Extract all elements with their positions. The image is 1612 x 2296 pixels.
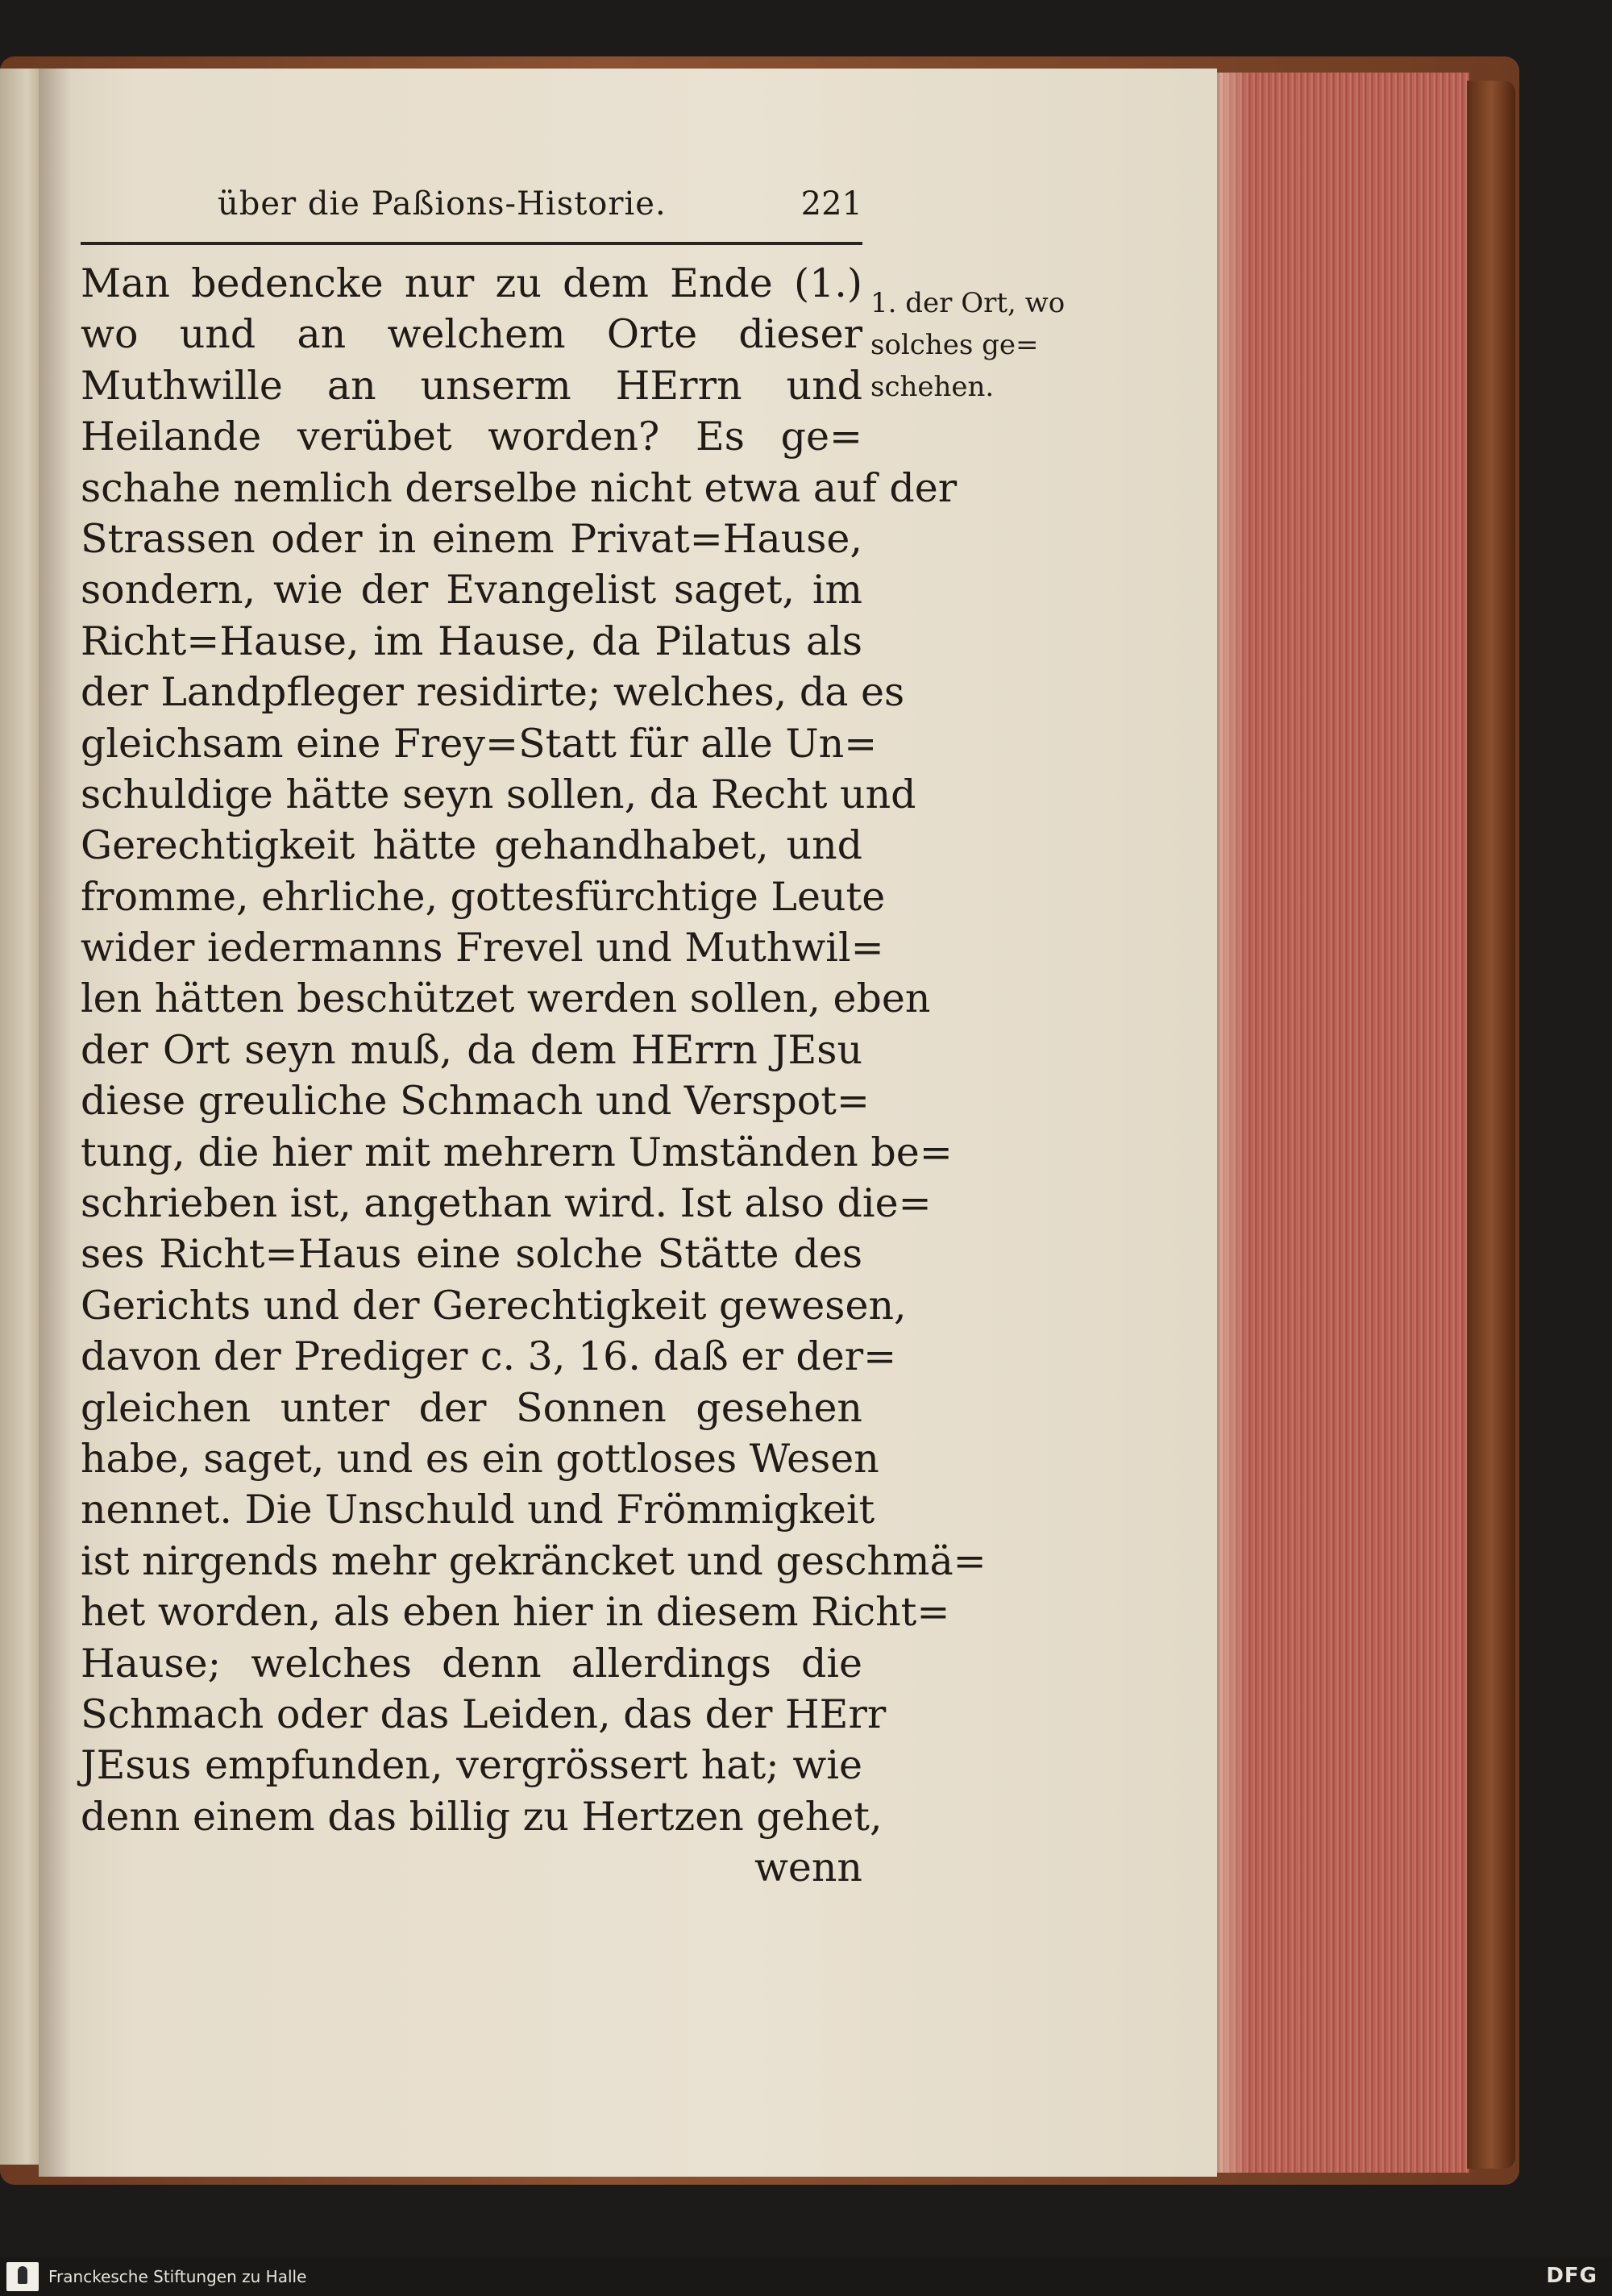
page-header [81, 185, 870, 234]
text-line: der Landpfleger residirte; welches, da es [81, 669, 905, 716]
fore-edge-shade [1217, 73, 1249, 2173]
text-line: Gerichts und der Gerechtigkeit gewesen, [81, 1282, 907, 1329]
text-line: len hätten beschützet werden sollen, eben [81, 975, 931, 1022]
text-line: tung, die hier mit mehrern Umständen be= [81, 1129, 953, 1175]
left-page-edge [0, 69, 40, 2165]
text-line: schrieben ist, angethan wird. Ist also die= [81, 1180, 932, 1227]
institution-logo-icon [6, 2262, 39, 2291]
text-line: gleichen unter der Sonnen gesehen [81, 1384, 862, 1431]
text-line: schahe nemlich derselbe nicht etwa auf der [81, 464, 958, 511]
text-line: wider iedermanns Frevel und Muthwil= [81, 925, 884, 971]
text-line: diese greuliche Schmach und Verspot= [81, 1078, 870, 1125]
text-line: sondern, wie der Evangelist saget, im [81, 567, 862, 614]
margin-note-line: 1. der Ort, wo [870, 287, 1066, 319]
text-line: Man bedencke nur zu dem Ende (1.) [81, 260, 862, 306]
header-rule [81, 242, 862, 245]
footer-credit: Franckesche Stiftungen zu Halle [48, 2267, 307, 2286]
margin-note-line: solches ge= [870, 329, 1039, 361]
book-binding-edge [1467, 81, 1515, 2169]
text-line: gleichsam eine Frey=Statt für alle Un= [81, 720, 878, 767]
text-line: JEsus empfunden, vergrössert hat; wie [81, 1742, 862, 1789]
text-line: schuldige hätte seyn sollen, da Recht und [81, 771, 916, 817]
text-line: Schmach oder das Leiden, das der HErr [81, 1691, 887, 1737]
text-line: Richt=Hause, im Hause, da Pilatus als [81, 618, 862, 664]
catchword: wenn [754, 1845, 862, 1891]
text-line: ist nirgends mehr gekräncket und geschmä= [81, 1537, 987, 1584]
page-gutter-shadow [39, 69, 71, 2177]
text-line: ses Richt=Haus eine solche Stätte des [81, 1231, 862, 1278]
margin-note-line: schehen. [870, 371, 995, 403]
page-number: 221 [800, 185, 862, 223]
margin-note [870, 282, 1088, 408]
dfg-logo: DFG [1546, 2264, 1597, 2288]
footer-bar [0, 2257, 1612, 2296]
running-title: über die Paßions-Historie. [218, 185, 667, 223]
text-line: Hause; welches denn allerdings die [81, 1640, 862, 1687]
text-line: wo und an welchem Orte dieser [81, 311, 862, 358]
page-fore-edge [1217, 73, 1469, 2173]
text-line: Heilande verübet worden? Es ge= [81, 414, 862, 460]
text-line: davon der Prediger c. 3, 16. daß er der= [81, 1333, 897, 1380]
text-line: der Ort seyn muß, da dem HErrn JEsu [81, 1026, 862, 1073]
text-line: Gerechtigkeit hätte gehandhabet, und [81, 822, 862, 869]
text-line: denn einem das billig zu Hertzen gehet, [81, 1793, 883, 1840]
text-line: Muthwille an unserm HErrn und [81, 362, 862, 409]
text-line: Strassen oder in einem Privat=Hause, [81, 515, 862, 562]
text-line: nennet. Die Unschuld und Frömmigkeit [81, 1487, 875, 1533]
text-line: habe, saget, und es ein gottloses Wesen [81, 1435, 879, 1482]
text-line: fromme, ehrliche, gottesfürchtige Leute [81, 873, 886, 920]
text-line: het worden, als eben hier in diesem Richt= [81, 1589, 950, 1636]
